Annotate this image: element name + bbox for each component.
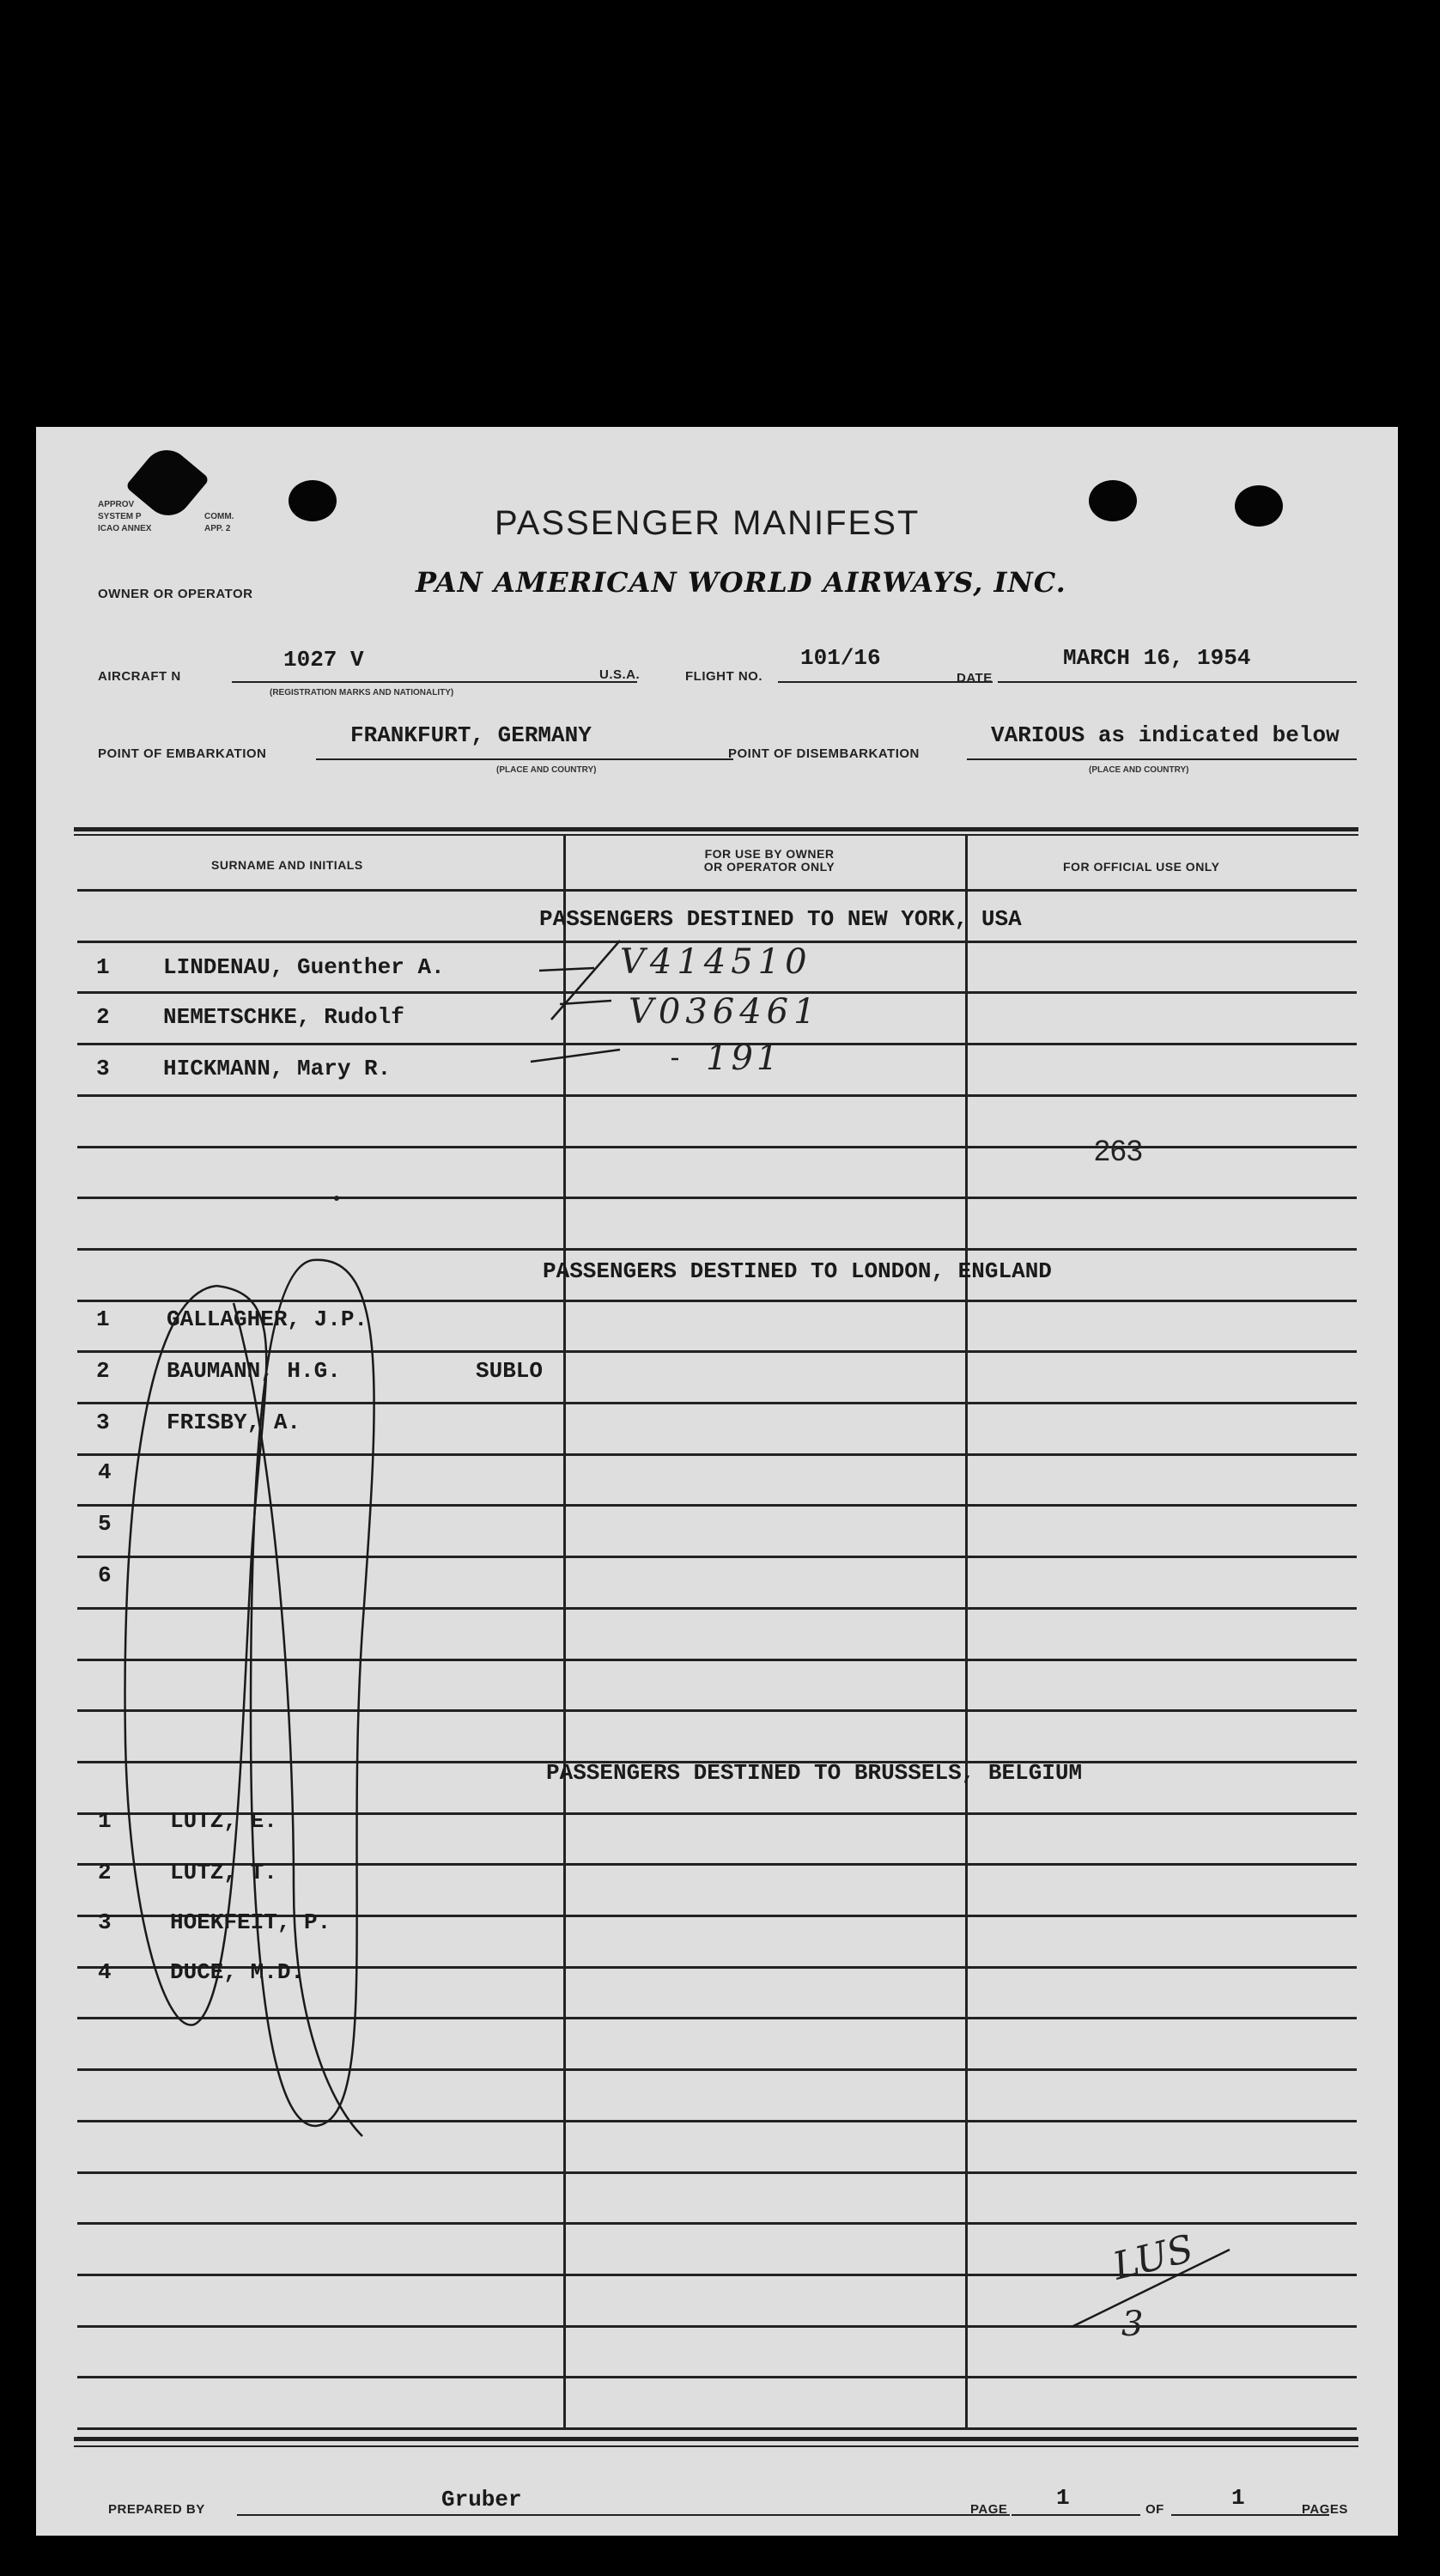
- column-header-official: FOR OFFICIAL USE ONLY: [1063, 860, 1220, 874]
- aircraft-value: 1027 V: [283, 647, 364, 673]
- tally-slash: [1072, 2250, 1230, 2327]
- row-number: 3: [96, 1056, 110, 1081]
- date-value: MARCH 16, 1954: [1063, 645, 1251, 671]
- passenger-name: LINDENAU, Guenther A.: [163, 954, 445, 980]
- check-mark-strokes: [531, 941, 678, 1062]
- row-number: 1: [96, 1306, 110, 1332]
- embarkation-note: (PLACE AND COUNTRY): [496, 765, 597, 775]
- table-bottom-rule: [74, 2437, 1358, 2441]
- row-number: 3: [98, 1909, 112, 1935]
- passenger-name: LUTZ, E.: [170, 1808, 277, 1834]
- section-heading-new-york: PASSENGERS DESTINED TO NEW YORK, USA: [539, 906, 1022, 932]
- handwritten-strokes: [36, 427, 1398, 2536]
- passenger-name: BAUMANN, H.G.: [167, 1358, 341, 1384]
- embarkation-value: FRANKFURT, GERMANY: [350, 722, 592, 748]
- row-number: 3: [96, 1410, 110, 1435]
- row-number: 4: [98, 1459, 112, 1485]
- page-value: 1: [1056, 2485, 1070, 2511]
- pages-label: PAGES: [1302, 2502, 1348, 2517]
- section-heading-london: PASSENGERS DESTINED TO LONDON, ENGLAND: [543, 1258, 1052, 1284]
- embarkation-label: POINT OF EMBARKATION: [98, 746, 267, 761]
- passenger-name: NEMETSCHKE, Rudolf: [163, 1004, 404, 1030]
- column-header-surname: SURNAME AND INITIALS: [211, 858, 363, 872]
- flight-value: 101/16: [800, 645, 881, 671]
- aircraft-label: AIRCRAFT N: [98, 669, 181, 684]
- passenger-name: HICKMANN, Mary R.: [163, 1056, 392, 1081]
- approval-line: APP. 2: [204, 524, 231, 533]
- passenger-name: LUTZ, T.: [170, 1860, 277, 1885]
- passenger-name: DUCE, M.D.: [170, 1959, 305, 1985]
- disembarkation-note: (PLACE AND COUNTRY): [1089, 765, 1189, 775]
- page-underline: [1012, 2514, 1140, 2516]
- section-heading-brussels: PASSENGERS DESTINED TO BRUSSELS, BELGIUM: [546, 1760, 1083, 1786]
- registration-note: (REGISTRATION MARKS AND NATIONALITY): [270, 688, 454, 697]
- disembarkation-value: VARIOUS as indicated below: [991, 722, 1340, 748]
- prepared-by-value: Gruber: [441, 2487, 522, 2512]
- passenger-name: FRISBY, A.: [167, 1410, 301, 1435]
- visa-number-handwritten: V036461: [629, 992, 821, 1032]
- row-number: 2: [98, 1860, 112, 1885]
- owner-value: PAN AMERICAN WORLD AIRWAYS, INC.: [416, 566, 1066, 599]
- column-header-owner-use-line1: FOR USE BY OWNER: [704, 847, 835, 861]
- manifest-sheet: [36, 427, 1398, 2536]
- tally-denominator: 3: [1121, 2305, 1144, 2344]
- form-title: PASSENGER MANIFEST: [495, 504, 921, 542]
- passenger-remark: SUBLO: [476, 1358, 544, 1384]
- approval-line: APPROV: [98, 500, 135, 509]
- approval-line: SYSTEM P: [98, 512, 142, 521]
- passenger-name: HOEKFEIT, P.: [170, 1909, 331, 1935]
- table-bottom-rule-thin: [74, 2445, 1358, 2447]
- owner-label: OWNER OR OPERATOR: [98, 587, 253, 601]
- of-label: OF: [1145, 2502, 1164, 2517]
- row-number: 2: [96, 1004, 110, 1030]
- date-label: DATE: [957, 671, 993, 685]
- disembarkation-label: POINT OF DISEMBARKATION: [728, 746, 920, 761]
- of-value: 1: [1231, 2485, 1245, 2511]
- prepared-by-label: PREPARED BY: [108, 2502, 205, 2517]
- row-number: 6: [98, 1562, 112, 1588]
- column-header-owner-use-line2: OR OPERATOR ONLY: [703, 860, 835, 874]
- row-number: 2: [96, 1358, 110, 1384]
- prepared-by-underline: [237, 2514, 1010, 2516]
- passenger-name: GALLAGHER, J.P.: [167, 1306, 368, 1332]
- row-number: 4: [98, 1959, 112, 1985]
- row-number: 5: [98, 1511, 112, 1537]
- row-number: 1: [96, 954, 110, 980]
- visa-number-handwritten: 191: [706, 1038, 782, 1078]
- approval-line: COMM.: [204, 512, 234, 521]
- official-note-number: 263: [1094, 1135, 1143, 1167]
- visa-number-handwritten: V414510: [620, 942, 812, 982]
- country-label: U.S.A.: [599, 667, 641, 682]
- approval-line: ICAO ANNEX: [98, 524, 152, 533]
- page-label: PAGE: [970, 2502, 1008, 2517]
- row-number: 1: [98, 1808, 112, 1834]
- stray-dot: [334, 1196, 339, 1201]
- scribble-loops: [125, 1260, 374, 2136]
- tally-numerator: LUS: [1109, 2226, 1198, 2289]
- flight-label: FLIGHT NO.: [685, 669, 763, 684]
